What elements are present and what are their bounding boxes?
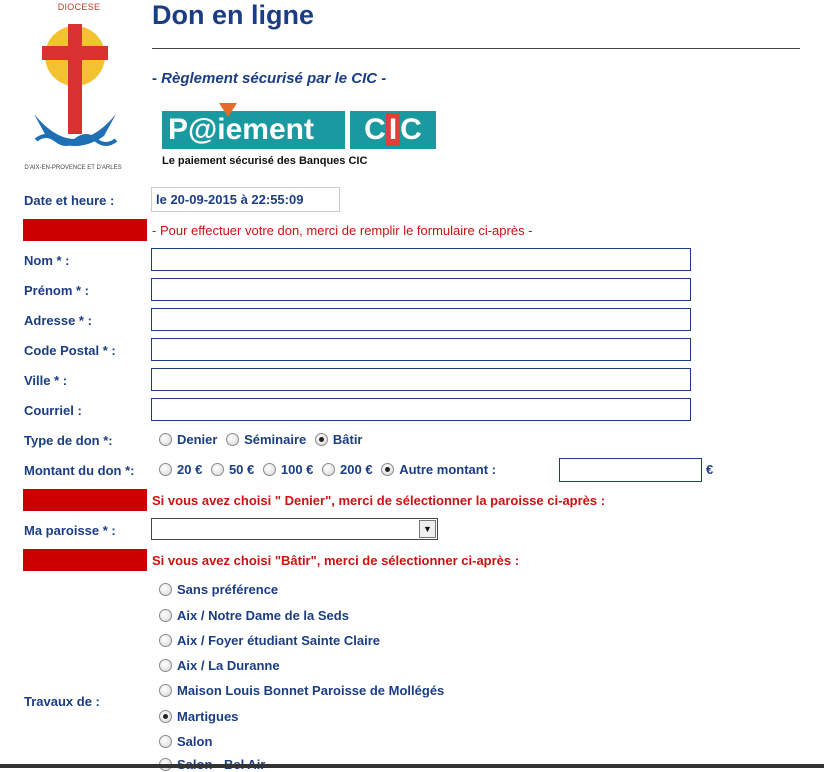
- travaux-option-label: Aix / Foyer étudiant Sainte Claire: [177, 633, 380, 648]
- ville-label: Ville * :: [24, 373, 68, 388]
- courriel-label: Courriel :: [24, 403, 82, 418]
- amount-option-20: 20 €: [177, 462, 203, 477]
- logo-top-text: DIOCESE: [57, 2, 101, 12]
- radio-autre[interactable]: [381, 463, 394, 476]
- paiement-cic-badge: [162, 103, 438, 173]
- travaux-label: Travaux de :: [24, 694, 100, 709]
- chevron-down-icon[interactable]: ▼: [419, 520, 436, 538]
- amount-option-autre: Autre montant :: [399, 462, 496, 477]
- travaux-option-label: Aix / La Duranne: [177, 658, 280, 673]
- amount-option-200: 200 €: [340, 462, 373, 477]
- paroisse-select[interactable]: [151, 518, 438, 540]
- travaux-option-label: Sans préférence: [177, 582, 279, 597]
- radio-maison-louis-bonnet[interactable]: [159, 684, 172, 697]
- travaux-option: [159, 582, 283, 597]
- title-divider: [152, 48, 800, 49]
- courriel-input[interactable]: [151, 398, 691, 421]
- prenom-label: Prénom * :: [24, 283, 90, 298]
- paroisse-label: Ma paroisse * :: [24, 523, 116, 538]
- code-postal-input[interactable]: [151, 338, 691, 361]
- travaux-option-label: Martigues: [177, 709, 239, 724]
- secure-payment-subtitle: - Règlement sécurisé par le CIC -: [152, 70, 387, 87]
- radio-sans-preference[interactable]: [159, 583, 172, 596]
- travaux-option: [159, 734, 217, 749]
- radio-100[interactable]: [263, 463, 276, 476]
- badge-tagline: Le paiement sécurisé des Banques CIC: [162, 155, 368, 167]
- travaux-option-label: Salon: [177, 734, 213, 749]
- prenom-input[interactable]: [151, 278, 691, 301]
- adresse-label: Adresse * :: [24, 313, 92, 328]
- diocese-logo: [14, 2, 132, 174]
- red-marker-denier: [23, 489, 147, 511]
- radio-la-duranne[interactable]: [159, 659, 172, 672]
- radio-notre-dame-seds[interactable]: [159, 609, 172, 622]
- radio-seminaire[interactable]: [226, 433, 239, 446]
- logo-bottom-text: D'AIX-EN-PROVENCE ET D'ARLES: [24, 165, 122, 171]
- radio-martigues[interactable]: [159, 710, 172, 723]
- date-value: le 20-09-2015 à 22:55:09: [151, 187, 340, 212]
- travaux-option-label: Aix / Notre Dame de la Seds: [177, 608, 349, 623]
- ville-input[interactable]: [151, 368, 691, 391]
- montant-group: [159, 462, 496, 477]
- red-marker-batir: [23, 549, 147, 571]
- radio-20[interactable]: [159, 463, 172, 476]
- nom-input[interactable]: [151, 248, 691, 271]
- code-postal-label: Code Postal * :: [24, 343, 116, 358]
- batir-notice: Si vous avez choisi "Bâtir", merci de sélectionner ci-après :: [152, 553, 520, 568]
- intro-text: - Pour effectuer votre don, merci de remplir le formulaire ci-après -: [152, 223, 533, 238]
- travaux-option: [159, 709, 243, 724]
- travaux-option: [159, 633, 385, 648]
- badge-cic-i: I: [386, 113, 400, 146]
- currency-symbol: €: [706, 462, 714, 477]
- bottom-edge: [0, 764, 824, 768]
- cross-boat-icon: [30, 14, 120, 164]
- radio-50[interactable]: [211, 463, 224, 476]
- type-option-denier: Denier: [177, 432, 218, 447]
- type-don-group: [159, 432, 368, 447]
- travaux-option: [159, 658, 285, 673]
- badge-cic-c2: C: [400, 113, 422, 146]
- other-amount-input[interactable]: [559, 458, 702, 482]
- travaux-option: [159, 683, 449, 698]
- radio-salon[interactable]: [159, 735, 172, 748]
- date-label: Date et heure :: [24, 193, 115, 208]
- amount-option-50: 50 €: [228, 462, 255, 477]
- adresse-input[interactable]: [151, 308, 691, 331]
- type-don-label: Type de don *:: [24, 433, 113, 448]
- page-title: Don en ligne: [152, 0, 314, 30]
- radio-denier[interactable]: [159, 433, 172, 446]
- travaux-option-label: Maison Louis Bonnet Paroisse de Mollégés: [177, 683, 445, 698]
- red-marker-intro: [23, 219, 147, 241]
- radio-foyer-sainte-claire[interactable]: [159, 634, 172, 647]
- denier-notice: Si vous avez choisi " Denier", merci de sélectionner la paroisse ci-après :: [152, 493, 606, 508]
- badge-cic: [350, 111, 436, 149]
- radio-batir[interactable]: [315, 433, 328, 446]
- badge-cic-c1: C: [364, 113, 386, 146]
- badge-triangle-icon: [219, 103, 237, 117]
- type-option-batir: Bâtir: [332, 432, 363, 447]
- badge-brand: P@iement: [162, 111, 345, 149]
- montant-label: Montant du don *:: [24, 463, 135, 478]
- radio-200[interactable]: [322, 463, 335, 476]
- nom-label: Nom * :: [24, 253, 70, 268]
- amount-option-100: 100 €: [280, 462, 314, 477]
- travaux-option: [159, 608, 354, 623]
- type-option-seminaire: Séminaire: [244, 432, 307, 447]
